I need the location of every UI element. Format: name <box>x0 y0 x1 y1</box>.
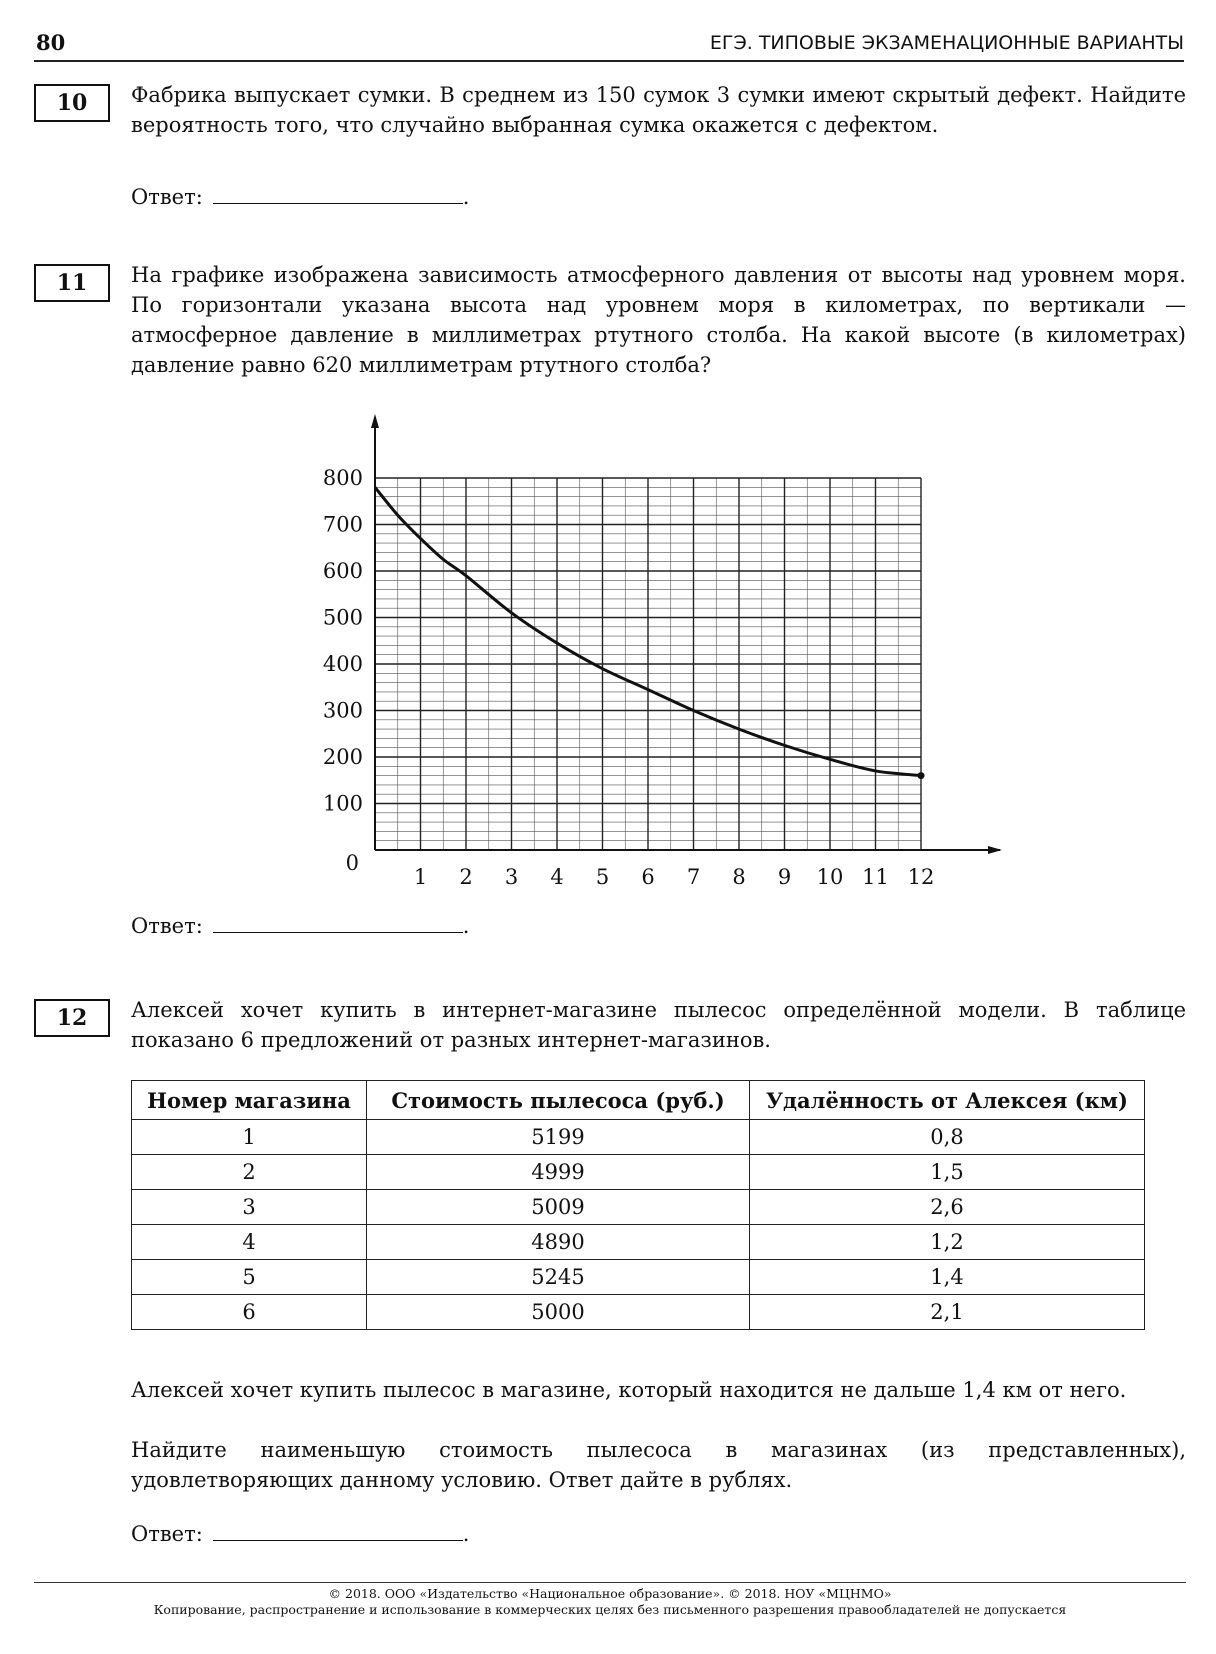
answer-label: Ответ: <box>131 1522 203 1546</box>
price: 5000 <box>367 1295 750 1330</box>
pressure-altitude-chart <box>300 412 1020 902</box>
x-tick-label: 8 <box>732 865 746 889</box>
x-tick-label: 6 <box>641 865 655 889</box>
footer-notice: Копирование, распространение и использование в коммерческих целях без письменного разрешения правообладателей не допускается <box>153 1602 1067 1617</box>
table-row <box>132 1190 1145 1225</box>
task-12-answer <box>131 1522 469 1546</box>
footer-copyright: © 2018. ООО «Издательство «Национальное образование». © 2018. НОУ «МЦНМО» <box>328 1586 892 1601</box>
x-tick-label: 3 <box>504 865 519 889</box>
store-number: 4 <box>132 1225 367 1260</box>
y-tick-label: 800 <box>322 466 363 490</box>
y-tick-label: 500 <box>322 605 363 630</box>
store-number: 5 <box>132 1260 367 1295</box>
task-10-text: Фабрика выпускает сумки. В среднем из 150 сумок 3 сумки имеют скрытый дефект. Найдите вероятность того, что случайно выбранная сумка окажется с дефектом. <box>131 83 1186 137</box>
task-12-condition: Алексей хочет купить пылесос в магазине, который находится не дальше 1,4 км от него. <box>131 1378 1127 1402</box>
table-row <box>132 1295 1145 1330</box>
x-tick-label: 1 <box>413 865 428 889</box>
origin-label: 0 <box>345 851 359 875</box>
price: 4890 <box>367 1225 750 1260</box>
y-axis-arrow <box>371 414 379 428</box>
chart-x-tick-labels <box>414 865 935 889</box>
answer-label: Ответ: <box>131 185 203 209</box>
task-11-answer <box>131 914 469 938</box>
x-tick-label: 4 <box>550 865 564 889</box>
x-tick-label: 10 <box>816 865 844 889</box>
y-tick-label: 700 <box>322 512 363 537</box>
answer-line <box>213 185 463 204</box>
offers-table <box>131 1080 1145 1330</box>
column-header-price: Стоимость пылесоса (руб.) <box>367 1081 750 1120</box>
chart-series <box>375 487 925 779</box>
curve-end-point <box>918 772 925 779</box>
distance: 2,1 <box>750 1295 1145 1330</box>
price: 5245 <box>367 1260 750 1295</box>
distance: 0,8 <box>750 1120 1145 1155</box>
task-11-number: 11 <box>34 264 110 302</box>
y-tick-label: 600 <box>322 559 363 583</box>
chart-y-tick-labels <box>323 466 363 875</box>
x-tick-label: 7 <box>686 865 701 889</box>
y-tick-label: 100 <box>322 791 363 816</box>
store-number: 6 <box>132 1295 367 1330</box>
store-number: 1 <box>132 1120 367 1155</box>
y-tick-label: 300 <box>322 698 363 723</box>
x-tick-label: 12 <box>907 865 935 889</box>
y-tick-label: 400 <box>322 652 363 676</box>
task-12-intro: Алексей хочет купить в интернет-магазине пылесос определённой модели. В таблице показано 6 предложений от разных интернет-магазинов. <box>131 998 1186 1052</box>
column-header-distance: Удалённость от Алексея (км) <box>750 1081 1145 1120</box>
page-footer <box>34 1586 1186 1618</box>
answer-end: . <box>462 1522 470 1546</box>
distance: 1,4 <box>750 1260 1145 1295</box>
answer-end: . <box>462 185 470 209</box>
column-header-store: Номер магазина <box>132 1081 367 1120</box>
price: 5199 <box>367 1120 750 1155</box>
store-number: 3 <box>132 1190 367 1225</box>
x-axis-arrow <box>988 846 1002 854</box>
table-row <box>132 1155 1145 1190</box>
page-number: 80 <box>36 30 66 55</box>
table-header-row <box>132 1081 1145 1120</box>
answer-line <box>213 1522 463 1541</box>
task-11-text: На графике изображена зависимость атмосферного давления от высоты над уровнем моря. По горизонтали указана высота над уровнем моря в километрах, по вертикали — атмосферное давление в миллиметрах ртутного столба. На какой высоте (в километрах) давление равно 620 миллиметрам ртутного столба? <box>131 263 1186 377</box>
task-10-answer <box>131 185 469 209</box>
distance: 1,2 <box>750 1225 1145 1260</box>
answer-label: Ответ: <box>131 914 203 938</box>
x-tick-label: 2 <box>459 865 473 889</box>
table-row <box>132 1120 1145 1155</box>
price: 5009 <box>367 1190 750 1225</box>
task-12-number: 12 <box>34 999 110 1037</box>
x-tick-label: 9 <box>777 865 792 889</box>
task-10-number: 10 <box>34 84 110 122</box>
answer-line <box>213 914 463 933</box>
answer-end: . <box>462 914 470 938</box>
distance: 1,5 <box>750 1155 1145 1190</box>
table-row <box>132 1260 1145 1295</box>
y-tick-label: 200 <box>322 745 363 769</box>
footer-divider <box>34 1582 1186 1583</box>
x-tick-label: 11 <box>862 865 889 889</box>
table-row <box>132 1225 1145 1260</box>
price: 4999 <box>367 1155 750 1190</box>
x-tick-label: 5 <box>595 865 610 889</box>
store-number: 2 <box>132 1155 367 1190</box>
task-12-question: Найдите наименьшую стоимость пылесоса в магазинах (из представленных), удовлетворяющих данному условию. Ответ дайте в рублях. <box>131 1438 1186 1492</box>
page-header <box>34 26 1184 62</box>
series-title: ЕГЭ. ТИПОВЫЕ ЭКЗАМЕНАЦИОННЫЕ ВАРИАНТЫ <box>709 32 1184 54</box>
distance: 2,6 <box>750 1190 1145 1225</box>
